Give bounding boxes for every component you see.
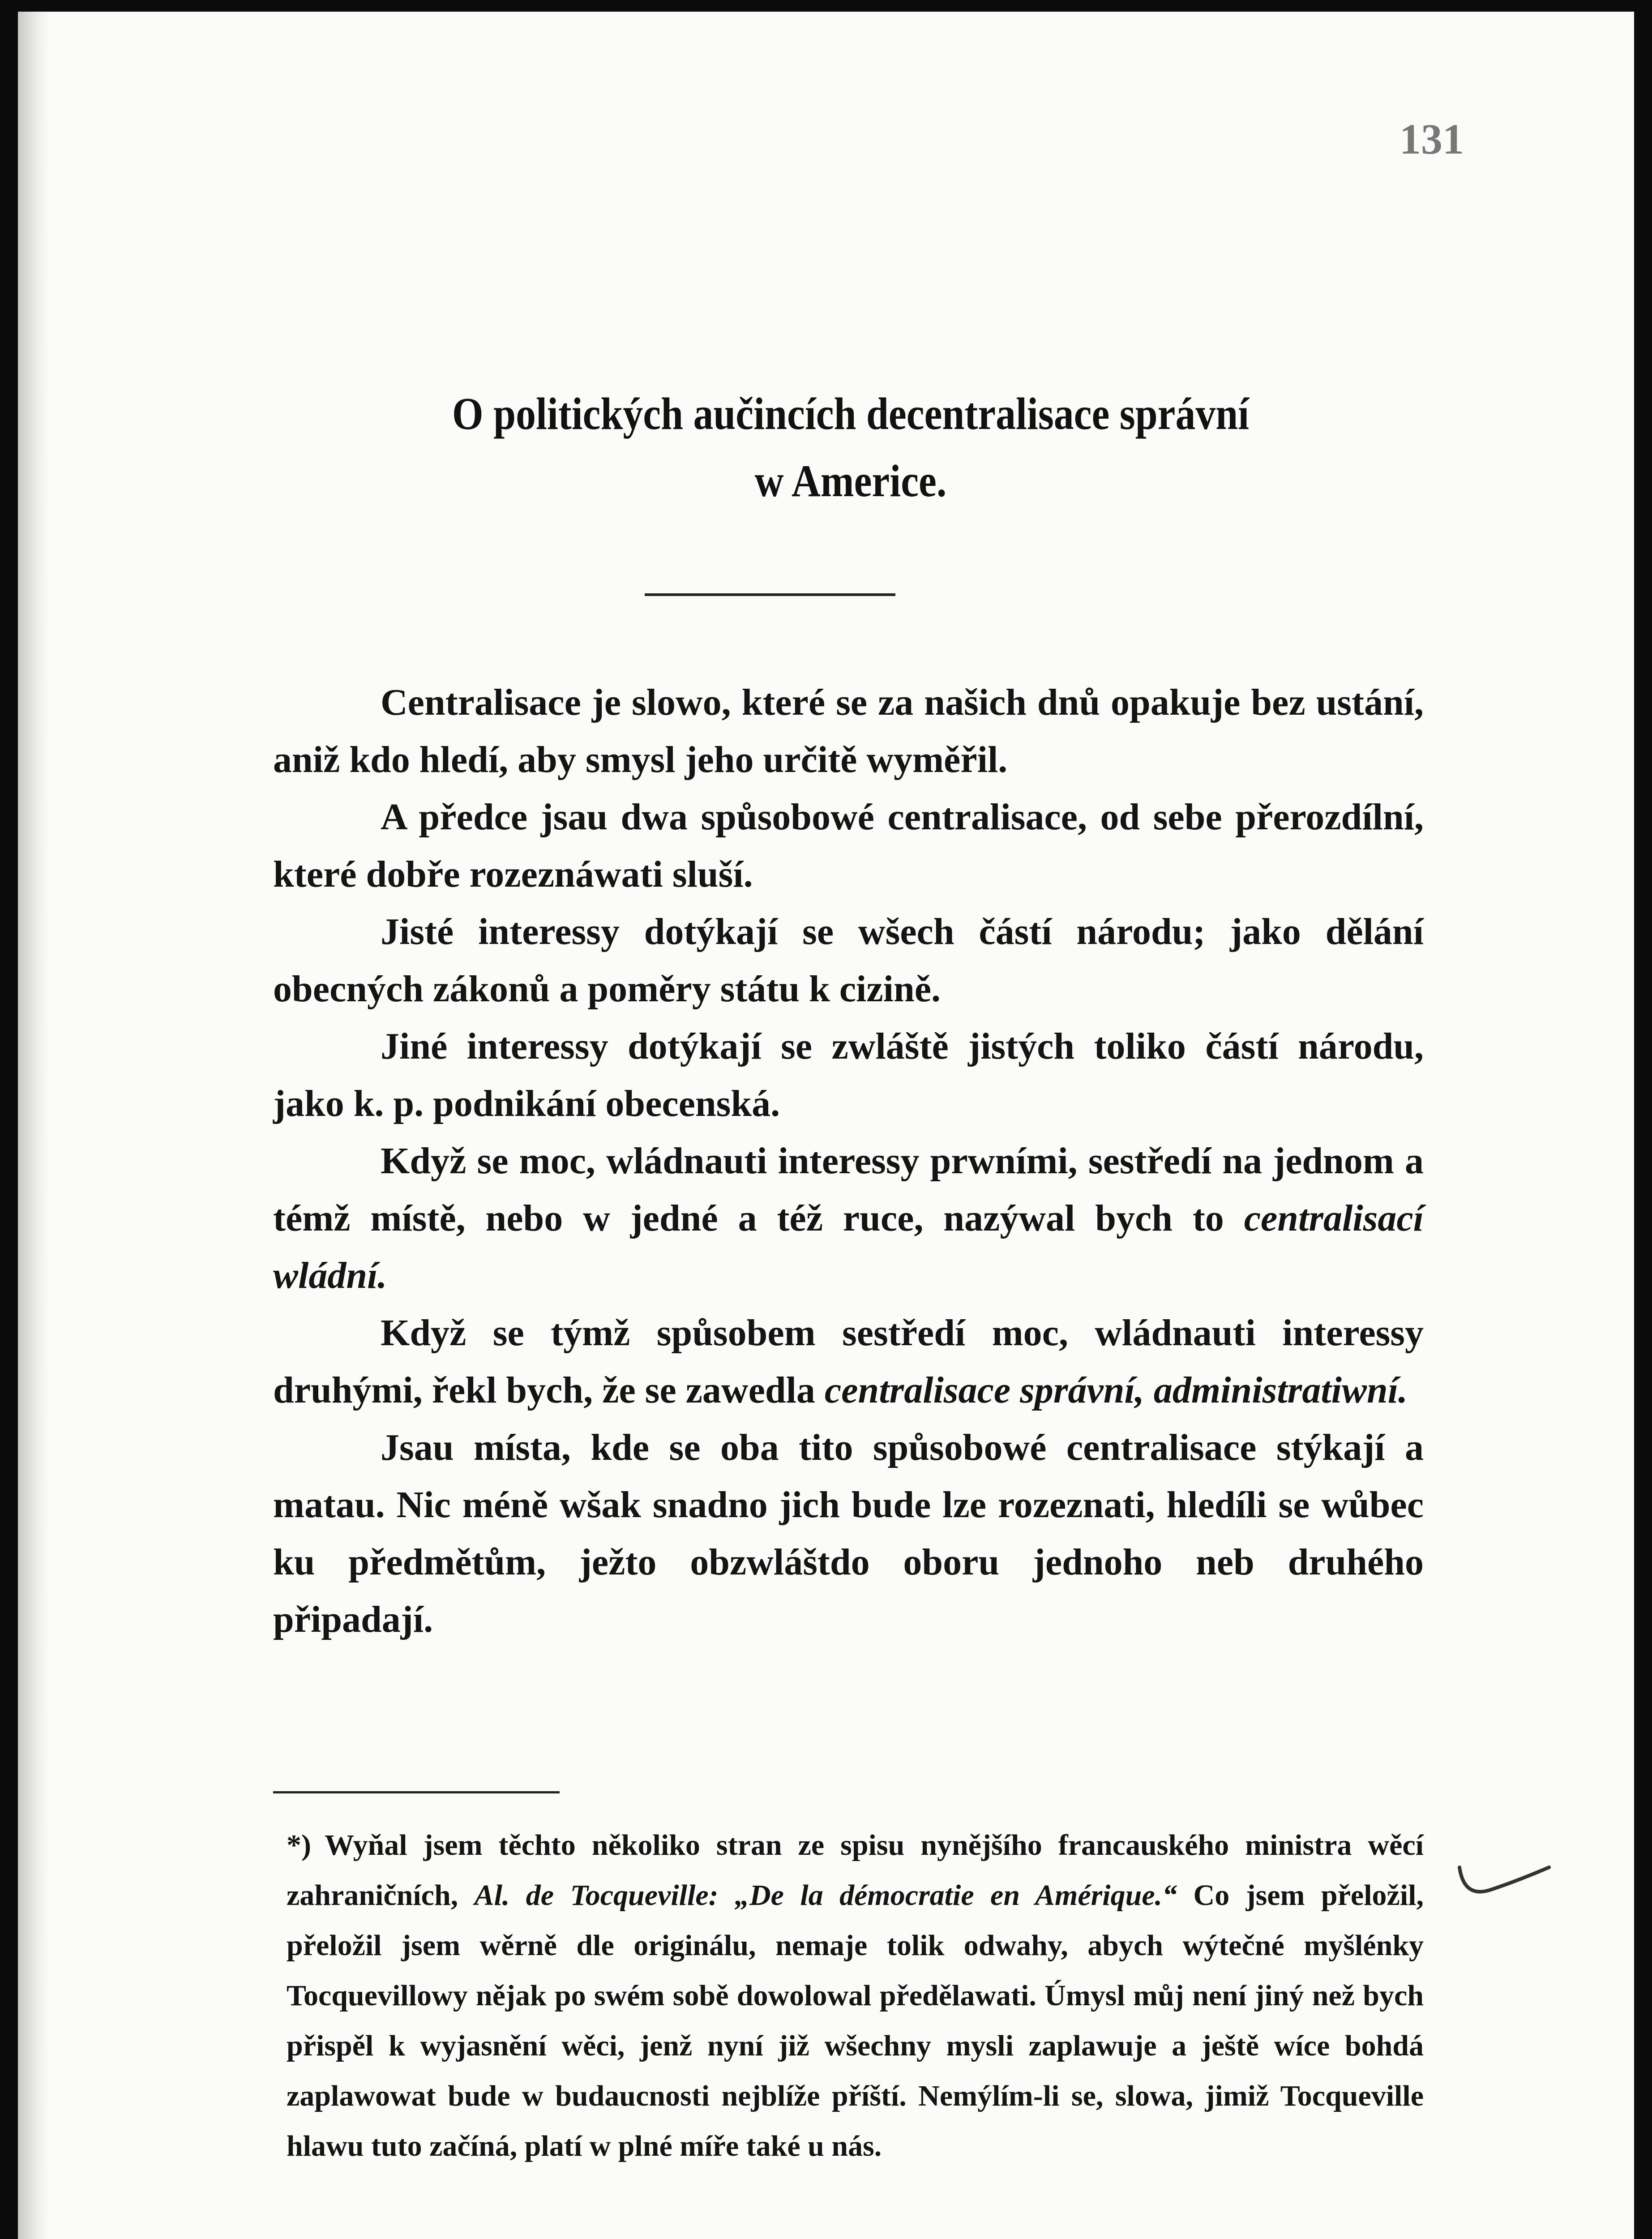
paragraph-4: Jiné interessy dotýkají se zwláště jistých toliko částí národu, jako k. p. podnikání obecenská. bbox=[273, 1025, 1424, 1124]
paragraph-5-text: Když se moc, wládnauti interessy prwními, sestředí na jednom a témž místě, nebo w jedné a též ruce, nazýwal bych to bbox=[273, 1140, 1424, 1239]
paragraph-3: Jisté interessy dotýkají se wšech částí národu; jako dělání obecných zákonů a poměry státu k cizině. bbox=[273, 911, 1424, 1010]
footnote-author: Al. de Tocqueville: bbox=[474, 1879, 719, 1912]
paragraph-7: Jsau místa, kde se oba tito spůsobowé centralisace stýkají a matau. Nic méně wšak snadno jich bude lze rozeznati, hledíli se wůbec ku předmětům, ježto obzwláštdo oboru jednoho neb druhého připadají. bbox=[273, 1427, 1424, 1640]
pencil-mark-icon bbox=[1455, 1858, 1554, 1912]
footnote-text-1: Wyňal jsem těchto několiko stran ze spisu nynějšího francauského ministra wěcí zahraničních, bbox=[287, 1829, 1424, 1912]
footnote-text-2 bbox=[719, 1879, 735, 1912]
paragraph-5 bbox=[273, 1132, 1424, 1304]
footnote-text-3: Co jsem přeložil, přeložil jsem wěrně dle originálu, nemaje tolik odwahy, abych wýtečné myšlénky Tocquevillowy nějak po swém sobě dowolowal předělawati. Úmysl můj není jiný než bych přispěl k wyjasnění wěci, jenž nyní již wšechny mysli zaplawuje a ještě wíce bohdá zaplawowat bude w budaucnosti nejblíže příští. Nemýlím-li se, slowa, jimiž Tocqueville hlawu tuto začíná, platí w plné míře také u nás. bbox=[287, 1879, 1424, 2162]
footnote-work-title: „De la démocratie en Amérique.“ bbox=[735, 1879, 1177, 1912]
page-gutter-shadow bbox=[18, 12, 49, 2239]
paragraph-2: A předce jsau dwa spůsobowé centralisace, od sebe přerozdílní, které dobře rozeznáwati sluší. bbox=[273, 796, 1424, 895]
body-text bbox=[273, 674, 1424, 1648]
chapter-title-line-2: w Americe. bbox=[754, 456, 947, 506]
page-number: 131 bbox=[1399, 115, 1464, 163]
paragraph-5-emphasis: centralisací wládní. bbox=[273, 1197, 1424, 1296]
footnote-paragraph bbox=[287, 1820, 1424, 2171]
paragraph-6 bbox=[273, 1304, 1424, 1419]
chapter-title bbox=[338, 381, 1363, 515]
paragraph-6-text: Když se týmž spůsobem sestředí moc, wládnauti interessy druhými, řekl bych, že se zawedla bbox=[273, 1312, 1424, 1411]
title-divider-rule bbox=[645, 593, 895, 596]
paragraph-1: Centralisace je slowo, které se za našich dnů opakuje bez ustání, aniž kdo hledí, aby smysl jeho určitě wyměřil. bbox=[273, 682, 1424, 781]
footnote-marker: *) bbox=[287, 1829, 311, 1862]
footnote bbox=[287, 1820, 1424, 2171]
chapter-title-line-1: O politických aučincích decentralisace správní bbox=[452, 389, 1250, 439]
paragraph-6-emphasis: centralisace správní, administratiwní. bbox=[824, 1369, 1408, 1411]
footnote-divider-rule bbox=[273, 1791, 560, 1793]
